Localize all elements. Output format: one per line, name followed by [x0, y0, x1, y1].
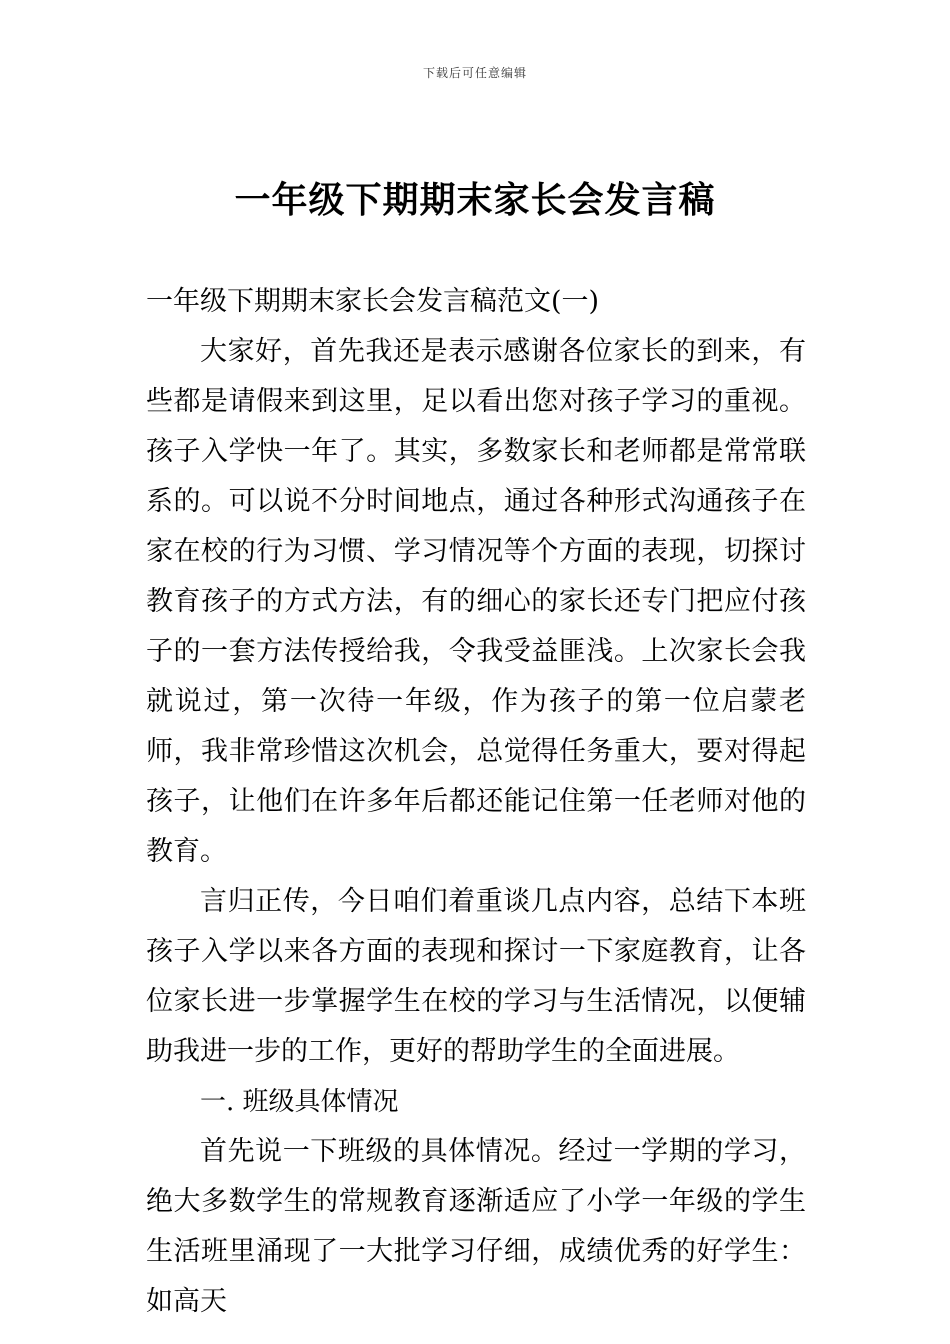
document-body [146, 277, 806, 1327]
paragraph-1: 大家好，首先我还是表示感谢各位家长的到来，有些都是请假来到这里，足以看出您对孩子学习的重视。孩子入学快一年了。其实，多数家长和老师都是常常联系的。可以说不分时间地点，通过各种形式沟通孩子在家在校的行为习惯、学习情况等个方面的表现，切探讨教育孩子的方式方法，有的细心的家长还专门把应付孩子的一套方法传授给我，令我受益匪浅。上次家长会我就说过，第一次待一年级，作为孩子的第一位启蒙老师，我非常珍惜这次机会，总觉得任务重大，要对得起孩子，让他们在许多年后都还能记住第一任老师对他的教育。 [146, 336, 806, 867]
paragraph-2: 言归正传，今日咱们着重谈几点内容，总结下本班孩子入学以来各方面的表现和探讨一下家庭教育，让各位家长进一步掌握学生在校的学习与生活情况，以便辅助我进一步的工作，更好的帮助学生的全面进展。 [146, 886, 806, 1067]
header-note: 下载后可任意编辑 [422, 66, 527, 80]
section-heading: 一. 班级具体情况 [200, 1087, 399, 1117]
document-title: 一年级下期期末家长会发言稿 [234, 180, 716, 221]
document-subheading: 一年级下期期末家长会发言稿范文(一) [146, 286, 600, 317]
section-paragraph: 首先说一下班级的具体情况。经过一学期的学习，绝大多数学生的常规教育逐渐适应了小学一年级的学生生活班里涌现了一大批学习仔细，成绩优秀的好学生：如高天 [146, 1136, 806, 1317]
